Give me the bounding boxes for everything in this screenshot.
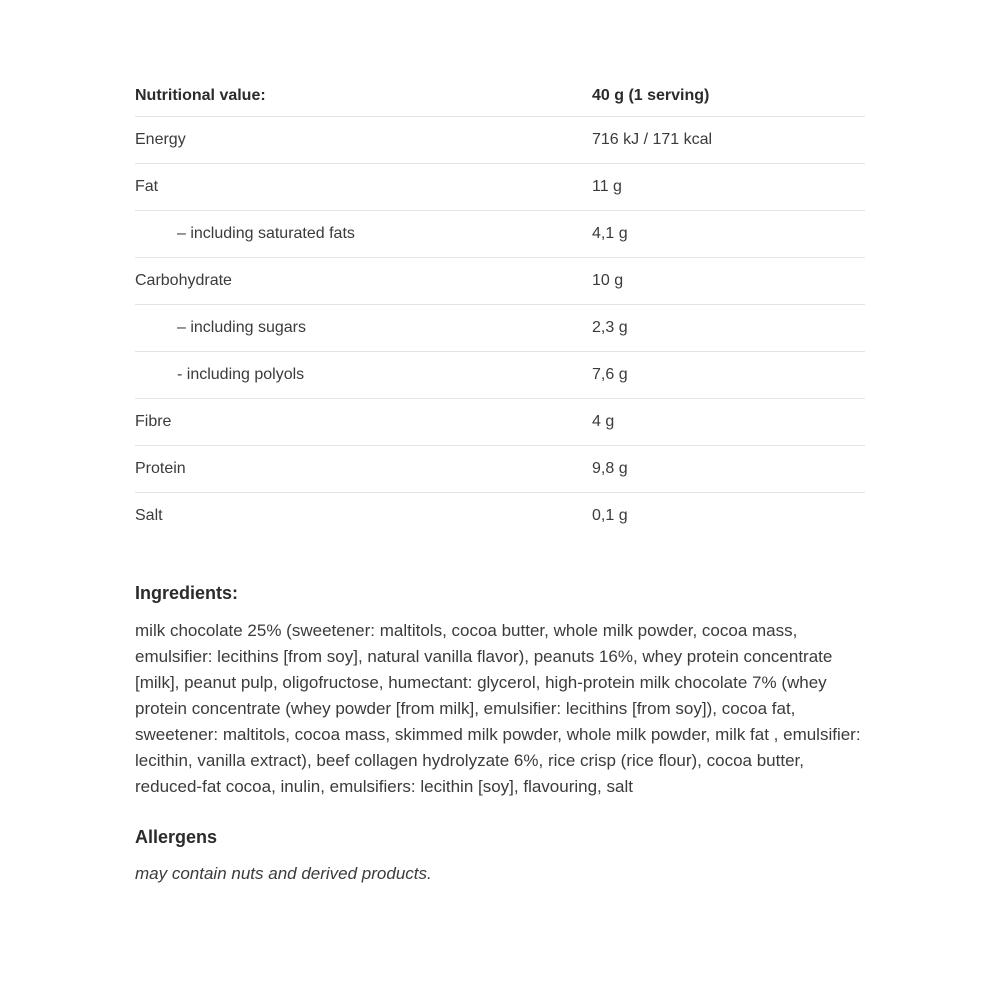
nutrient-value: 4,1 g <box>592 225 628 242</box>
nutrient-name: Energy <box>135 131 186 148</box>
table-row-fibre <box>135 399 865 446</box>
allergens-section <box>135 827 865 887</box>
nutrient-value: 4 g <box>592 413 615 430</box>
table-header-label: Nutritional value: <box>135 87 266 104</box>
nutrient-name: Carbohydrate <box>135 272 232 289</box>
allergens-heading: Allergens <box>135 826 218 847</box>
table-row-carbohydrate <box>135 258 865 305</box>
ingredients-text: milk chocolate 25% (sweetener: maltitols, cocoa butter, whole milk powder, cocoa mass, emulsifier: lecithins [from soy], natural vanilla flavor), peanuts 16%, whey protein concentrate [milk], peanut pulp, oligofructose, humectant: glycerol, high-protein milk chocolate 7% (whey protein concentrate (whey powder [from milk], emulsifier: lecithins [from soy]), cocoa fat, sweetener: maltitols, cocoa mass, skimmed milk powder, whole milk powder, milk fat , emulsifier: lecithin, vanilla extract), beef collagen hydrolyzate 6%, rice crisp (rice flour), cocoa butter, reduced-fat cocoa, inulin, emulsifiers: lecithin [soy], flavouring, salt <box>135 620 861 796</box>
table-row-energy <box>135 117 865 164</box>
product-nutrition-page <box>135 76 865 886</box>
nutrient-name: Fat <box>135 178 159 195</box>
nutrient-value: 9,8 g <box>592 460 628 477</box>
table-row-protein <box>135 446 865 493</box>
ingredients-section <box>135 583 865 800</box>
table-row-polyols <box>135 352 865 399</box>
nutrient-name: Protein <box>135 460 186 477</box>
table-row-saturated-fats <box>135 211 865 258</box>
nutrient-name: - including polyols <box>177 366 305 383</box>
table-row-salt <box>135 493 865 539</box>
nutrient-name: Fibre <box>135 413 172 430</box>
nutrient-name: – including saturated fats <box>177 225 355 242</box>
nutrient-value: 2,3 g <box>592 319 628 336</box>
table-header-row <box>135 76 865 117</box>
ingredients-heading: Ingredients: <box>135 583 239 603</box>
allergens-text: may contain nuts and derived products. <box>135 864 432 884</box>
nutrient-value: 716 kJ / 171 kcal <box>592 131 713 148</box>
nutrient-value: 0,1 g <box>592 507 628 524</box>
nutrition-table <box>135 76 865 539</box>
nutrient-value: 7,6 g <box>592 366 628 383</box>
nutrient-value: 10 g <box>592 272 624 289</box>
table-header-value: 40 g (1 serving) <box>592 87 710 104</box>
table-row-fat <box>135 164 865 211</box>
nutrient-name: – including sugars <box>177 319 306 336</box>
nutrient-name: Salt <box>135 507 163 524</box>
nutrient-value: 11 g <box>592 178 622 195</box>
table-row-sugars <box>135 305 865 352</box>
